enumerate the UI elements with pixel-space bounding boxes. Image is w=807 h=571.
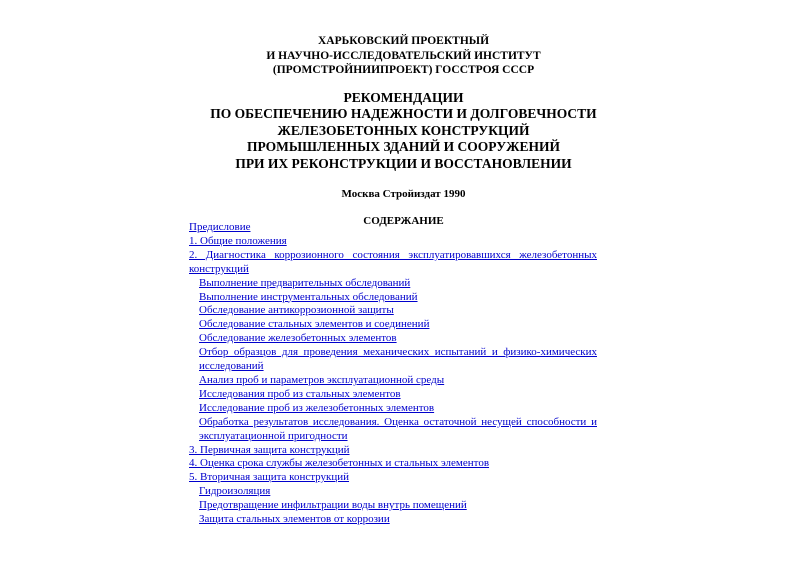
toc-link-sample-analysis[interactable]: Анализ проб и параметров эксплуатационной среды: [199, 373, 445, 386]
publisher-line: Москва Стройиздат 1990: [341, 188, 466, 200]
toc-link-instrumental-survey[interactable]: Выполнение инструментальных обследований: [199, 290, 418, 303]
toc-link-steel-corrosion-protection[interactable]: Защита стальных элементов от коррозии: [199, 513, 390, 526]
institute-line: ХАРЬКОВСКИЙ ПРОЕКТНЫЙ: [317, 35, 490, 47]
toc-link-section-4[interactable]: 4. Оценка срока службы железобетонных и стальных элементов: [189, 457, 490, 470]
toc-link-section-2[interactable]: 2. Диагностика коррозионного состояния эксплуатировавшихся железобетонных конструкций: [189, 248, 597, 275]
toc-link-sampling[interactable]: Отбор образцов для проведения механических испытаний и физико-химических исследований: [199, 346, 597, 373]
toc-link-rc-elements-survey[interactable]: Обследование железобетонных элементов: [199, 332, 397, 345]
toc-link-results-processing[interactable]: Обработка результатов исследования. Оценка остаточной несущей способности и эксплуатационной пригодности: [199, 415, 597, 442]
toc-link-preliminary-survey[interactable]: Выполнение предварительных обследований: [199, 276, 411, 289]
toc-link-anticorrosion-survey[interactable]: Обследование антикоррозионной защиты: [199, 304, 394, 317]
contents-heading: СОДЕРЖАНИЕ: [363, 215, 444, 227]
title-line: ПРИ ИХ РЕКОНСТРУКЦИИ И ВОССТАНОВЛЕНИИ: [235, 155, 572, 171]
title-line: РЕКОМЕНДАЦИИ: [343, 89, 464, 105]
toc-link-steel-elements-survey[interactable]: Обследование стальных элементов и соединений: [199, 318, 430, 331]
toc-link-infiltration-prevention[interactable]: Предотвращение инфильтрации воды внутрь помещений: [199, 499, 467, 512]
toc-link-section-3[interactable]: 3. Первичная защита конструкций: [189, 443, 350, 456]
toc-link-section-5[interactable]: 5. Вторичная защита конструкций: [189, 471, 350, 484]
title-line: ПРОМЫШЛЕННЫХ ЗДАНИЙ И СООРУЖЕНИЙ: [247, 139, 560, 154]
table-of-contents: [189, 221, 597, 527]
title-line: ПО ОБЕСПЕЧЕНИЮ НАДЕЖНОСТИ И ДОЛГОВЕЧНОСТИ: [210, 106, 597, 121]
institute-name: [0, 34, 807, 78]
toc-link-steel-samples[interactable]: Исследования проб из стальных элементов: [199, 387, 401, 400]
title-line: ЖЕЛЕЗОБЕТОННЫХ КОНСТРУКЦИЙ: [277, 122, 530, 138]
toc-link-rc-samples[interactable]: Исследование проб из железобетонных элементов: [199, 401, 435, 414]
institute-line: И НАУЧНО-ИССЛЕДОВАТЕЛЬСКИЙ ИНСТИТУТ: [266, 49, 541, 62]
toc-link-waterproofing[interactable]: Гидроизоляция: [199, 485, 271, 498]
toc-link-preface[interactable]: Предисловие: [189, 221, 251, 233]
institute-line: (ПРОМСТРОЙНИИПРОЕКТ) ГОССТРОЯ СССР: [272, 64, 535, 76]
document-title: [0, 90, 807, 173]
toc-link-section-1[interactable]: 1. Общие положения: [189, 234, 287, 247]
document-header: [0, 34, 807, 228]
